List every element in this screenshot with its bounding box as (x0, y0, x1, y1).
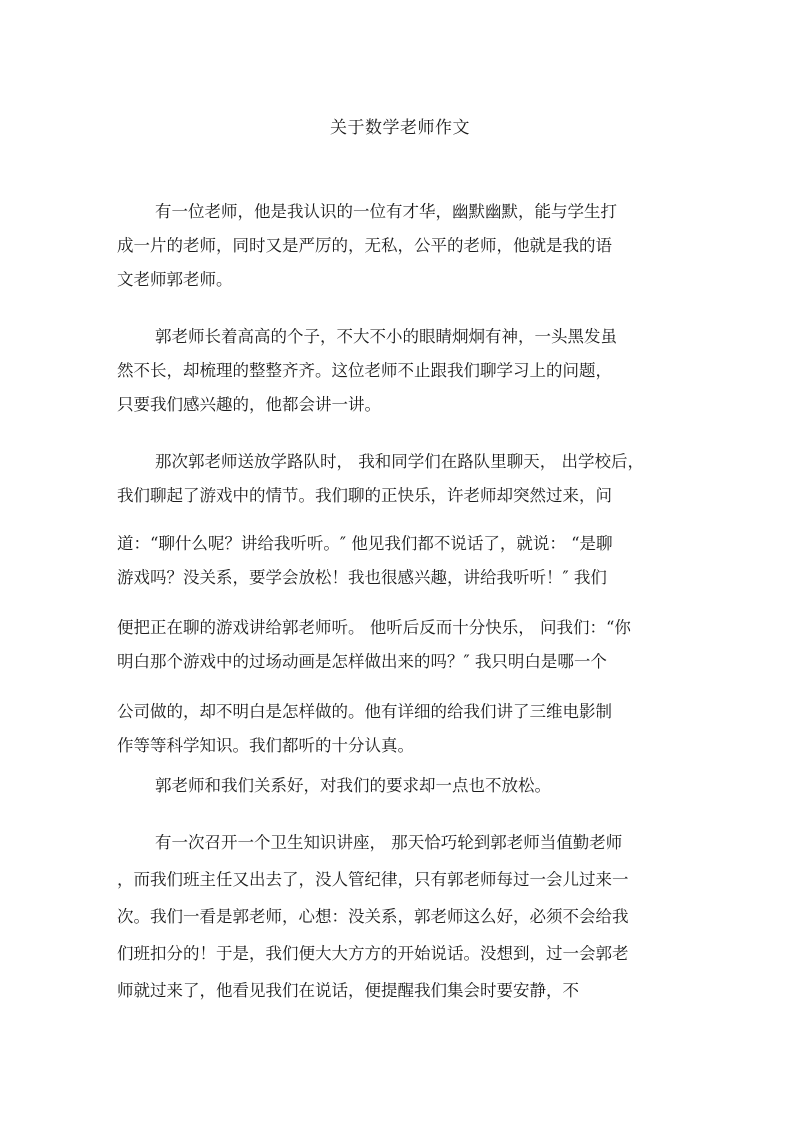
text-line: 只要我们感兴趣的，他都会讲一讲。 (117, 395, 381, 414)
text-line: 有一位老师，他是我认识的一位有才华，幽默幽默，能与学生打 (155, 202, 617, 221)
text-line: 明白那个游戏中的过场动画是怎样做出来的吗？″ 我只明白是哪一个 (117, 652, 607, 671)
text-line: 我们聊起了游戏中的情节。我们聊的正快乐，许老师却突然过来，问 (117, 486, 612, 505)
text-line: ，而我们班主任又出去了，没人管纪律，只有郭老师每过一会儿过来一 (117, 870, 629, 889)
text-line: 游戏吗？没关系，要学会放松！我也很感兴趣，讲给我听听！″ 我们 (117, 568, 607, 587)
text-line: 文老师郭老师。 (117, 270, 233, 289)
text-line: 作等等科学知识。我们都听的十分认真。 (117, 736, 414, 755)
text-line: 们班扣分的！于是，我们便大大方方的开始说话。没想到，过一会郭老 (117, 944, 629, 963)
text-line: 次。我们一看是郭老师，心想：没关系，郭老师这么好，必须不会给我 (117, 907, 629, 926)
text-line: 郭老师和我们关系好，对我们的要求却一点也不放松。 (155, 776, 551, 795)
text-line: 师就过来了，他看见我们在说话，便提醒我们集会时要安静，不 (117, 981, 579, 1000)
text-line: 然不长，却梳理的整整齐齐。这位老师不止跟我们聊学习上的问题， (117, 361, 612, 380)
text-line: 道：“聊什么呢？讲给我听听。″ 他见我们都不说话了，就说： “是聊 (117, 534, 613, 553)
text-line: 公司做的，却不明白是怎样做的。他有详细的给我们讲了三维电影制 (117, 702, 612, 721)
text-line: 那次郭老师送放学路队时， 我和同学们在路队里聊天， 出学校后， (155, 452, 644, 471)
text-line: 有一次召开一个卫生知识讲座， 那天恰巧轮到郭老师当值勤老师 (155, 833, 623, 852)
text-line: 郭老师长着高高的个子，不大不小的眼睛炯炯有神，一头黑发虽 (155, 327, 617, 346)
text-line: 成一片的老师，同时又是严厉的，无私，公平的老师，他就是我的语 (117, 236, 612, 255)
text-line: 便把正在聊的游戏讲给郭老师听。 他听后反而十分快乐， 问我们：“你 (117, 618, 631, 637)
document-title: 关于数学老师作文 (330, 118, 470, 138)
